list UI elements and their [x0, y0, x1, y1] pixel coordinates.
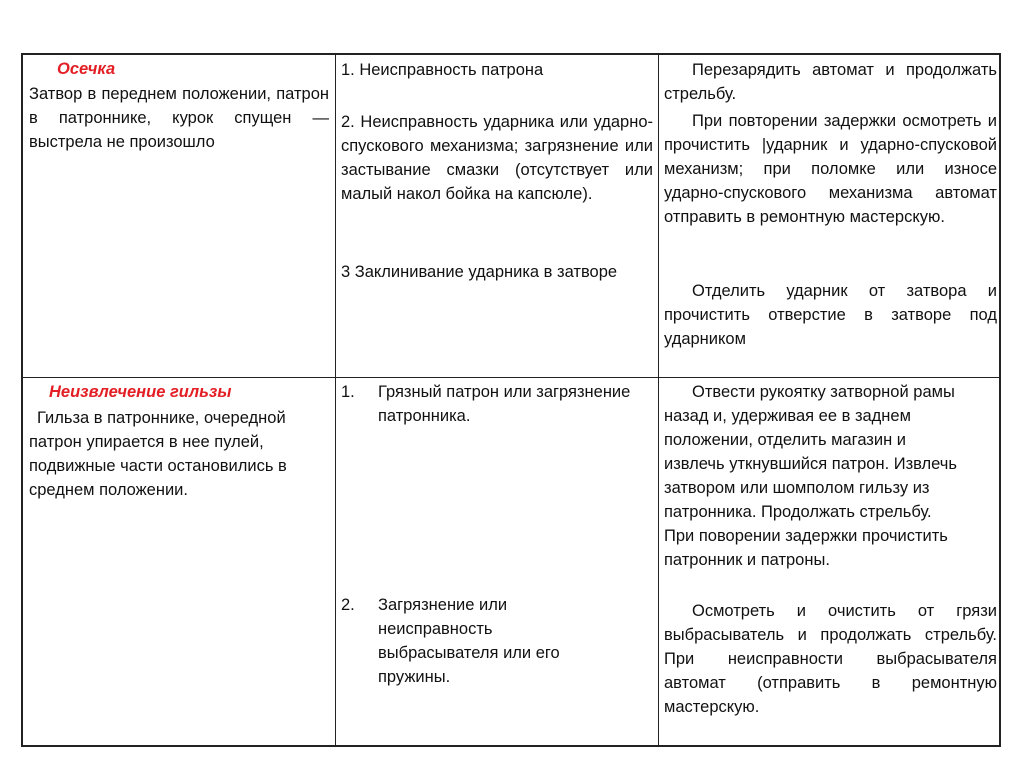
malfunctions-table [21, 53, 1001, 747]
remedy-paragraph: Отвести рукоятку затворной рамы назад и, удерживая ее в заднем положении, отделить магазин и извлечь уткнувшийся патрон. Извлечь затвором или шомполом гильзу из патронника. Продолжать стрельбу. При поворении задержки прочистить патронник и патроны. [664, 383, 957, 569]
table-row [23, 378, 999, 747]
malfunction-cell [23, 55, 336, 377]
cause-item: 3 Заклинивание ударника в затворе [341, 263, 618, 281]
cause-text: Грязный патрон или загрязнение патронника. [378, 383, 631, 425]
remedy-cell [659, 55, 1001, 377]
malfunction-description: Гильза в патроннике, очередной патрон упирается в нее пулей, подвижные части остановились в среднем положении. [29, 409, 287, 499]
cause-text: Загрязнение или неисправность выбрасывателя или его пружины. [378, 596, 560, 686]
remedy-cell [659, 378, 1001, 747]
cause-number: 2. [341, 596, 355, 614]
remedy-paragraph: При повторении задержки осмотреть и прочистить |ударник и ударно-спусковой механизм; при поломке или износе ударно-спускового механизма автомат отправить в ремонтную мастерскую. [664, 112, 997, 226]
malfunction-title: Осечка [57, 60, 116, 78]
malfunction-cell [23, 378, 336, 747]
remedy-paragraph: Перезарядить автомат и продолжать стрельбу. [664, 61, 997, 103]
remedy-paragraph: Отделить ударник от затвора и прочистить отверстие в затворе под ударником [664, 282, 997, 348]
table-row [23, 55, 999, 378]
malfunction-description: Затвор в переднем положении, патрон в патроннике, курок спущен — выстрела не произошло [29, 85, 329, 151]
cause-cell [336, 378, 659, 747]
cause-item: 1. Неисправность патрона [341, 61, 544, 79]
cause-cell [336, 55, 659, 377]
cause-number: 1. [341, 383, 355, 401]
cause-item: 2. Неисправность ударника или ударно-спускового механизма; загрязнение или застывание смазки (отсутствует или малый накол бойка на капсюле). [341, 113, 653, 203]
remedy-paragraph: Осмотреть и очистить от грязи выбрасыватель и продолжать стрельбу. При неисправности выбрасывателя автомат (отправить в ремонтную мастерскую. [664, 602, 997, 716]
malfunction-title: Неизвлечение гильзы [49, 383, 232, 401]
